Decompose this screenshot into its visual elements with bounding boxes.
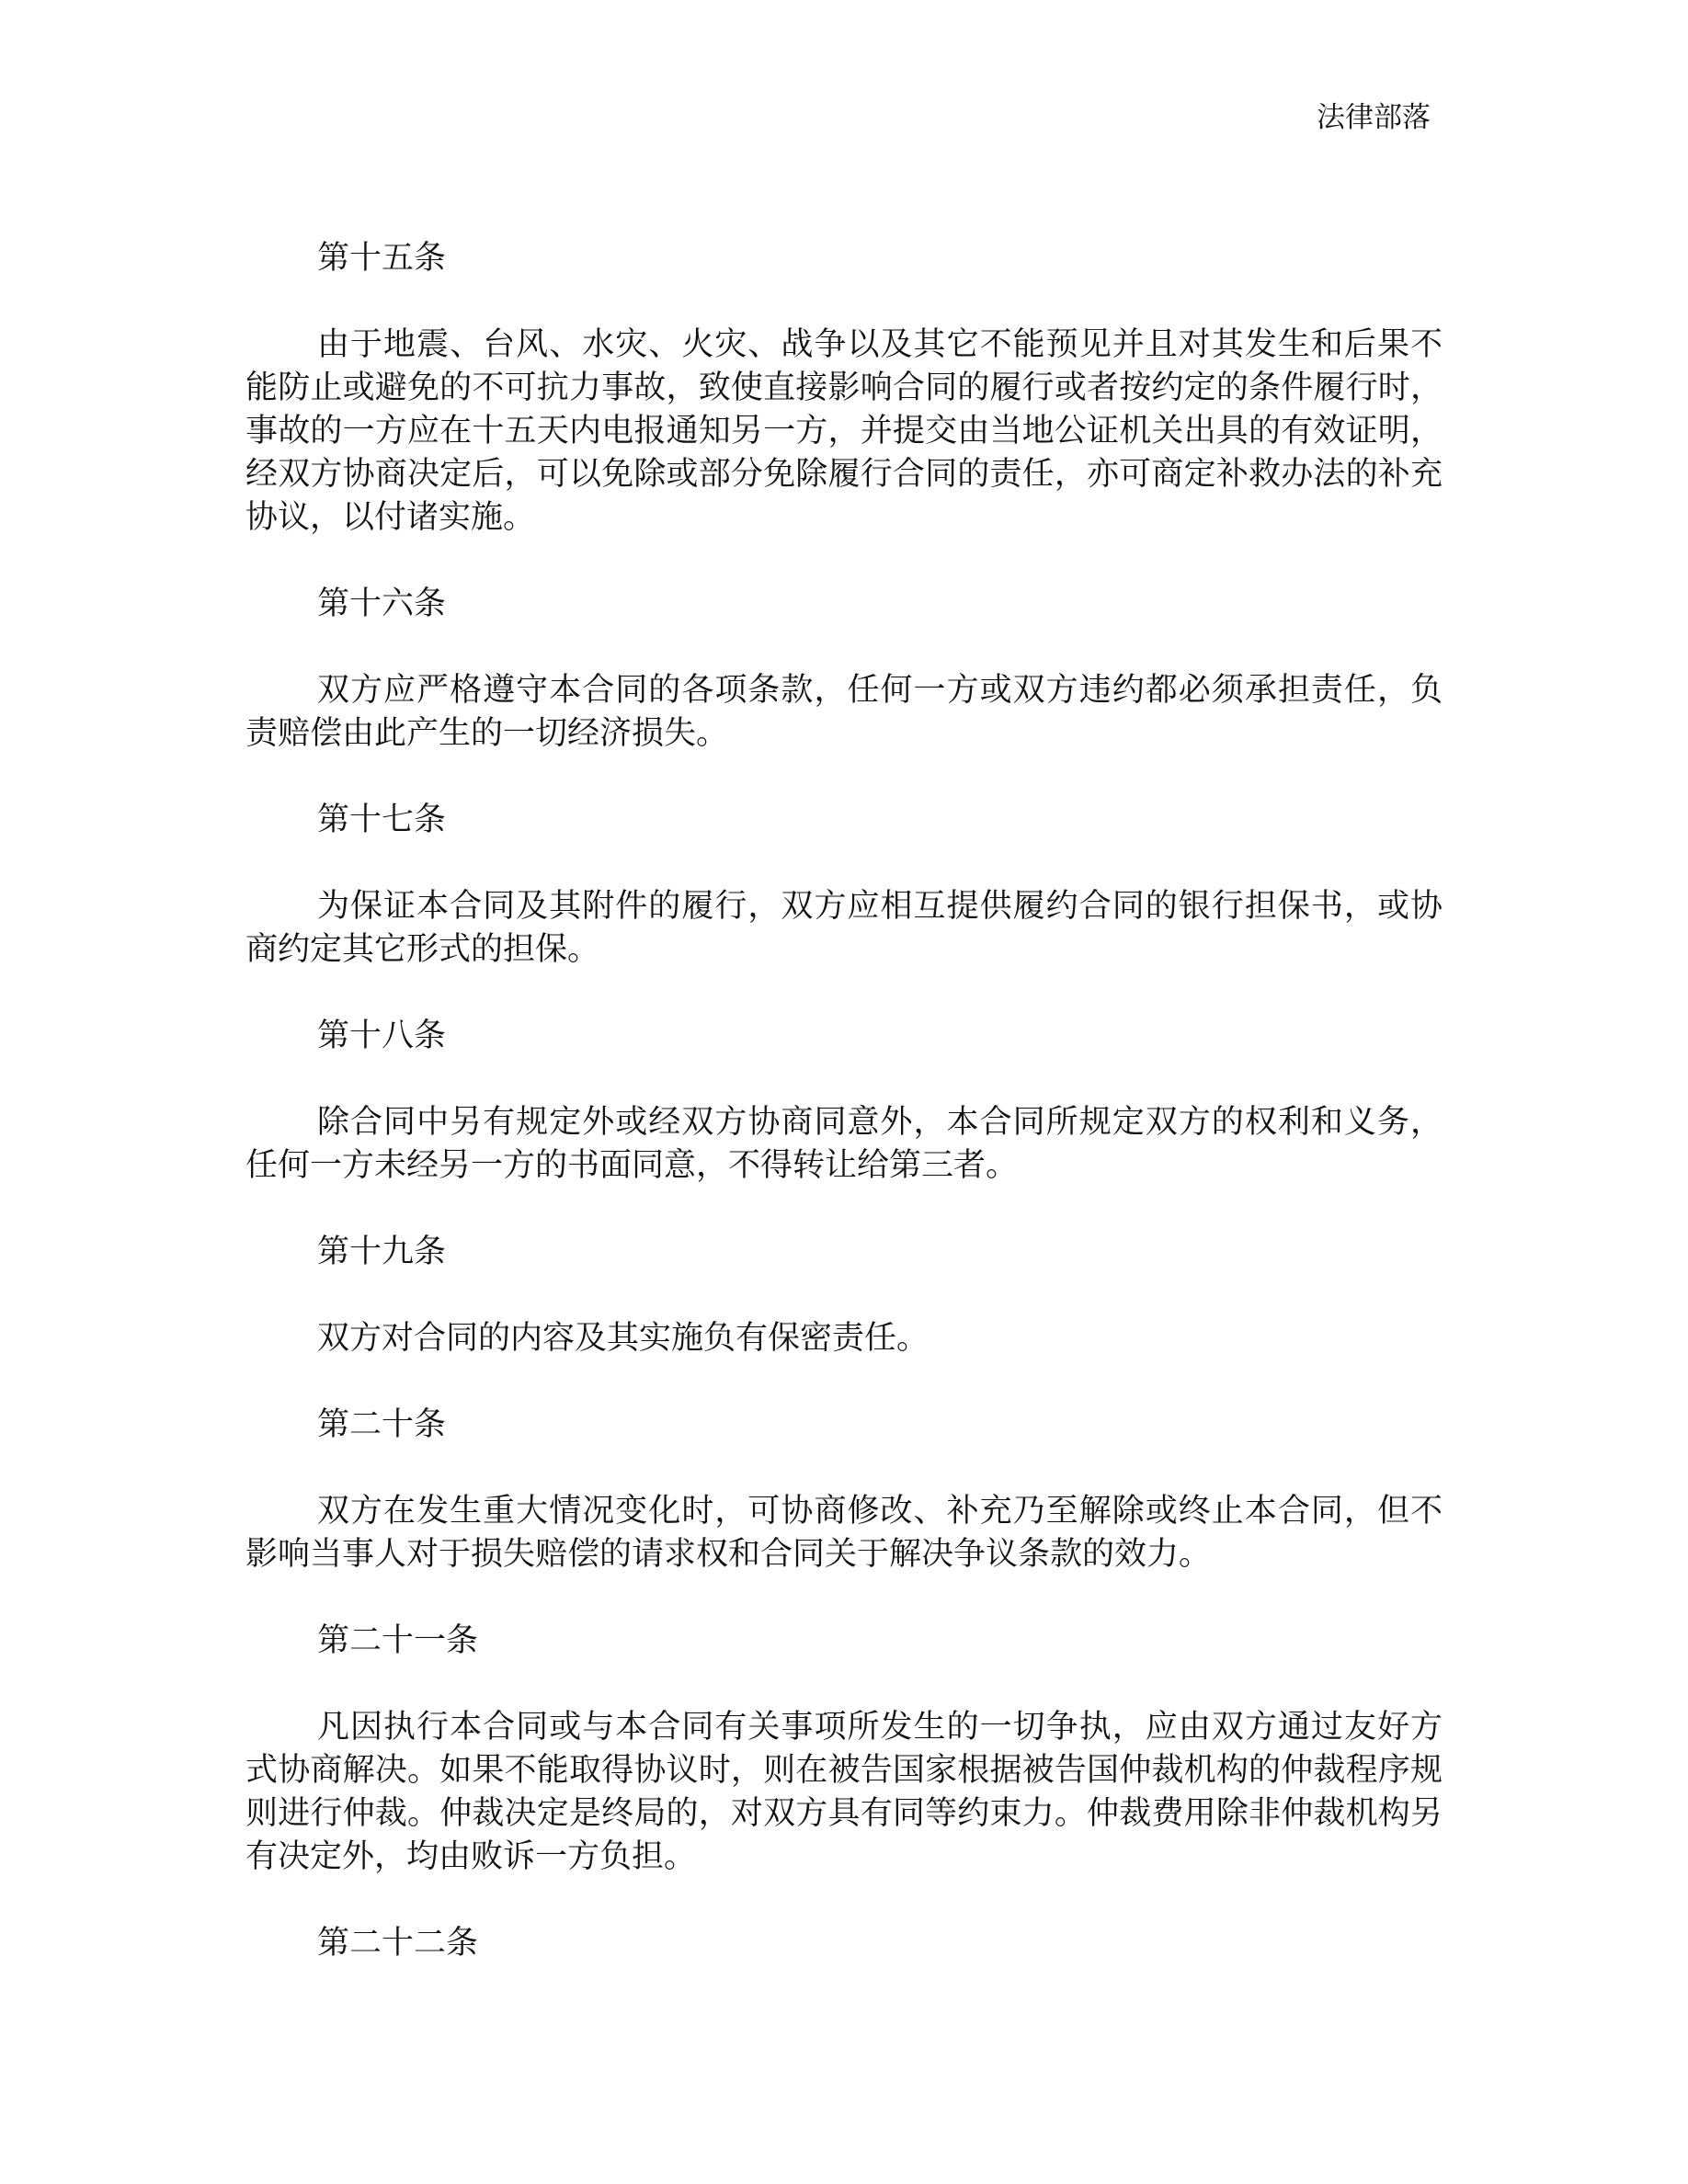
article-heading: 第十五条 [317, 240, 447, 277]
document-body [245, 237, 1443, 2008]
page-header: 法律部落 [1317, 101, 1431, 134]
article-body: 除合同中另有规定外或经双方协商同意外，本合同所规定双方的权利和义务，任何一方未经另一方的书面同意，不得转让给第三者。 [245, 1104, 1443, 1184]
article-body: 凡因执行本合同或与本合同有关事项所发生的一切争执，应由双方通过友好方式协商解决。如果不能取得协议时，则在被告国家根据被告国仲裁机构的仲裁程序规则进行仲裁。仲裁决定是终局的，对双方具有同等约束力。仲裁费用除非仲裁机构另有决定外，均由败诉一方负担。 [245, 1709, 1443, 1875]
article-heading: 第二十一条 [317, 1622, 479, 1659]
article-heading: 第十六条 [317, 586, 447, 622]
article-heading: 第十九条 [317, 1234, 447, 1270]
article-heading: 第二十二条 [317, 1925, 479, 1962]
article-body: 由于地震、台风、水灾、火灾、战争以及其它不能预见并且对其发生和后果不能防止或避免的不可抗力事故，致使直接影响合同的履行或者按约定的条件履行时，事故的一方应在十五天内电报通知另一方，并提交由当地公证机关出具的有效证明，经双方协商决定后，可以免除或部分免除履行合同的责任，亦可商定补救办法的补充协议，以付诸实施。 [245, 326, 1443, 536]
article-heading: 第二十条 [317, 1406, 447, 1443]
article-heading: 第十八条 [317, 1018, 447, 1054]
article-body: 双方应严格遵守本合同的各项条款，任何一方或双方违约都必须承担责任，负责赔偿由此产生的一切经济损失。 [245, 672, 1443, 752]
article-body: 双方对合同的内容及其实施负有保密责任。 [317, 1320, 930, 1357]
article-body: 为保证本合同及其附件的履行，双方应相互提供履约合同的银行担保书，或协商约定其它形式的担保。 [245, 888, 1443, 968]
article-heading: 第十七条 [317, 802, 447, 838]
article-body: 双方在发生重大情况变化时，可协商修改、补充乃至解除或终止本合同，但不影响当事人对于损失赔偿的请求权和合同关于解决争议条款的效力。 [245, 1493, 1443, 1573]
